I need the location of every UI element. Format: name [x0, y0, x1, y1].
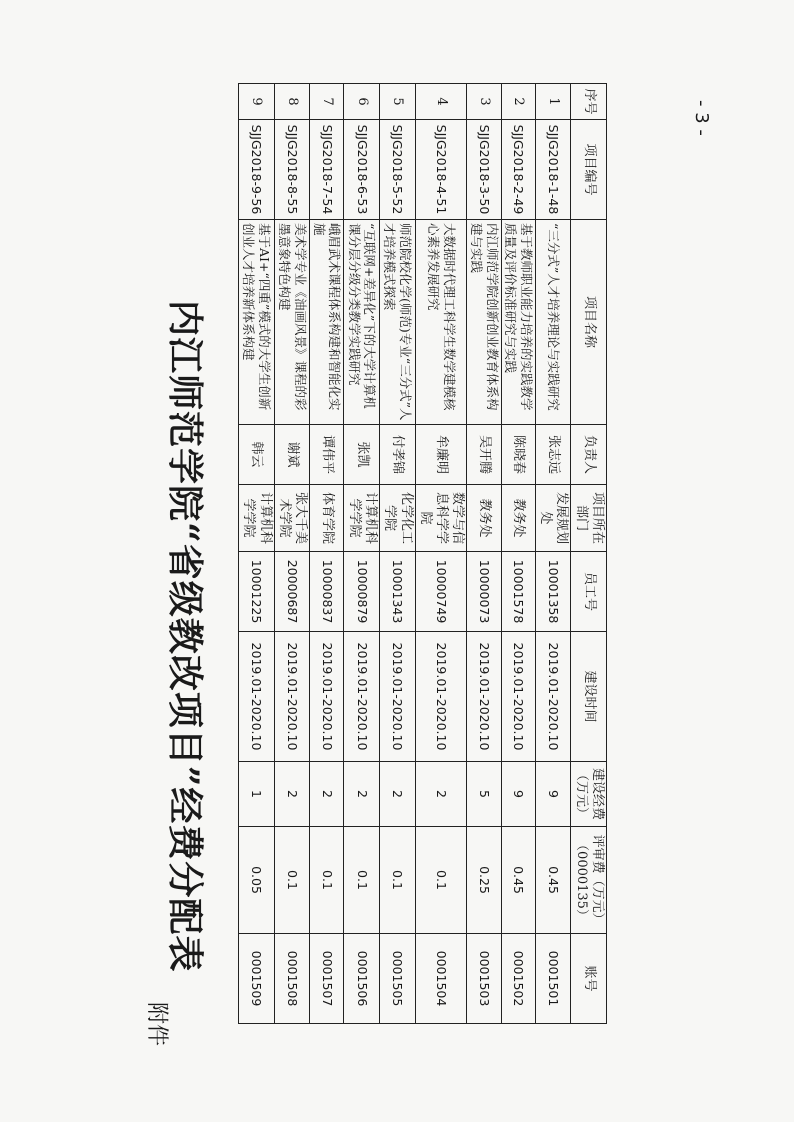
- cell-build-fee: 2: [310, 762, 344, 827]
- table-row: [274, 84, 310, 1024]
- header-row: [571, 84, 607, 1024]
- cell-leader: 谭伟平: [310, 425, 344, 485]
- cell-period: 2019.01-2020.10: [239, 632, 275, 762]
- cell-period: 2019.01-2020.10: [415, 632, 467, 762]
- cell-staff-id: 10000073: [467, 552, 501, 632]
- cell-review-fee: 0.1: [274, 827, 310, 934]
- cell-dept: 张大千美术学院: [274, 485, 310, 552]
- cell-dept: 教务处: [501, 485, 535, 552]
- cell-build-fee: 2: [274, 762, 310, 827]
- cell-name: 美术学专业《油画风景》课程的彩墨意象特色构建: [274, 220, 310, 425]
- cell-review-fee: 0.05: [239, 827, 275, 934]
- cell-build-fee: 2: [415, 762, 467, 827]
- cell-seq: 4: [415, 84, 467, 120]
- table-row: [239, 84, 275, 1024]
- document-title: 内江师范学院“省级教改项目”经费分配表: [164, 300, 206, 973]
- cell-dept: 化学化工学院: [380, 485, 416, 552]
- cell-leader: 付孝锦: [380, 425, 416, 485]
- cell-review-fee: 0.1: [310, 827, 344, 934]
- cell-seq: 9: [239, 84, 275, 120]
- cell-code: SJJG2018-6-53: [344, 120, 380, 220]
- header-seq: 序号: [571, 84, 607, 120]
- cell-code: SJJG2018-9-56: [239, 120, 275, 220]
- cell-name: 内江师范学院创新创业教育体系构建与实践: [467, 220, 501, 425]
- cell-staff-id: 10000749: [415, 552, 467, 632]
- table-row: [380, 84, 416, 1024]
- cell-account: 0001506: [344, 934, 380, 1024]
- cell-account: 0001503: [467, 934, 501, 1024]
- cell-leader: 韩云: [239, 425, 275, 485]
- cell-leader: 吴开腾: [467, 425, 501, 485]
- cell-name: 师范院校化学(师范)专业“三分式”人才培养模式探索: [380, 220, 416, 425]
- cell-dept: 发展规划处: [535, 485, 571, 552]
- cell-code: SJJG2018-1-48: [535, 120, 571, 220]
- cell-staff-id: 10001343: [380, 552, 416, 632]
- table-row: [467, 84, 501, 1024]
- cell-staff-id: 20000687: [274, 552, 310, 632]
- cell-staff-id: 10001225: [239, 552, 275, 632]
- cell-seq: 8: [274, 84, 310, 120]
- cell-account: 0001509: [239, 934, 275, 1024]
- cell-name: 峨眉武术课程体系构建和智能化实施: [310, 220, 344, 425]
- cell-build-fee: 9: [535, 762, 571, 827]
- cell-period: 2019.01-2020.10: [501, 632, 535, 762]
- cell-review-fee: 0.1: [380, 827, 416, 934]
- cell-build-fee: 1: [239, 762, 275, 827]
- header-leader: 负责人: [571, 425, 607, 485]
- table-row: [535, 84, 571, 1024]
- cell-dept: 数学与信息科学学院: [415, 485, 467, 552]
- cell-build-fee: 2: [380, 762, 416, 827]
- header-code: 项目编号: [571, 120, 607, 220]
- cell-dept: 计算机科学学院: [239, 485, 275, 552]
- cell-review-fee: 0.25: [467, 827, 501, 934]
- cell-code: SJJG2018-7-54: [310, 120, 344, 220]
- cell-account: 0001504: [415, 934, 467, 1024]
- cell-review-fee: 0.1: [415, 827, 467, 934]
- table-row: [415, 84, 467, 1024]
- cell-leader: 谢斌: [274, 425, 310, 485]
- cell-seq: 2: [501, 84, 535, 120]
- cell-review-fee: 0.45: [501, 827, 535, 934]
- header-account: 账号: [571, 934, 607, 1024]
- cell-account: 0001502: [501, 934, 535, 1024]
- cell-staff-id: 10001358: [535, 552, 571, 632]
- cell-name: 基于教师职业能力培养的实践教学质量及评价标准研究与实践: [501, 220, 535, 425]
- cell-period: 2019.01-2020.10: [344, 632, 380, 762]
- cell-seq: 5: [380, 84, 416, 120]
- cell-name: 基于AI+“四重”模式的大学生创新创业人才培养新体系构建: [239, 220, 275, 425]
- cell-build-fee: 9: [501, 762, 535, 827]
- cell-staff-id: 10001578: [501, 552, 535, 632]
- cell-leader: 张志远: [535, 425, 571, 485]
- cell-seq: 6: [344, 84, 380, 120]
- cell-name: “互联网+差异化”下的大学计算机课分层分级分类教学实践研究: [344, 220, 380, 425]
- header-period: 建设时间: [571, 632, 607, 762]
- cell-account: 0001501: [535, 934, 571, 1024]
- cell-review-fee: 0.1: [344, 827, 380, 934]
- cell-period: 2019.01-2020.10: [310, 632, 344, 762]
- cell-account: 0001508: [274, 934, 310, 1024]
- cell-code: SJJG2018-3-50: [467, 120, 501, 220]
- cell-account: 0001505: [380, 934, 416, 1024]
- cell-dept: 体育学院: [310, 485, 344, 552]
- cell-name: 大数据时代理工科学生数学建模核心素养发展研究: [415, 220, 467, 425]
- header-build-fee: 建设经费（万元）: [571, 762, 607, 827]
- cell-period: 2019.01-2020.10: [274, 632, 310, 762]
- cell-period: 2019.01-2020.10: [535, 632, 571, 762]
- header-name: 项目名称: [571, 220, 607, 425]
- cell-leader: 牟廉明: [415, 425, 467, 485]
- cell-code: SJJG2018-8-55: [274, 120, 310, 220]
- cell-name: “三分式”人才培养理论与实践研究: [535, 220, 571, 425]
- cell-staff-id: 10000837: [310, 552, 344, 632]
- cell-build-fee: 2: [344, 762, 380, 827]
- cell-code: SJJG2018-5-52: [380, 120, 416, 220]
- page-number: - 3 -: [691, 100, 712, 136]
- cell-code: SJJG2018-2-49: [501, 120, 535, 220]
- cell-build-fee: 5: [467, 762, 501, 827]
- cell-staff-id: 10000879: [344, 552, 380, 632]
- cell-leader: 张凯: [344, 425, 380, 485]
- cell-seq: 3: [467, 84, 501, 120]
- cell-review-fee: 0.45: [535, 827, 571, 934]
- cell-seq: 7: [310, 84, 344, 120]
- attachment-label: 附件: [144, 1002, 169, 1047]
- header-dept: 项目所在部门: [571, 485, 607, 552]
- cell-period: 2019.01-2020.10: [467, 632, 501, 762]
- cell-leader: 陈晓春: [501, 425, 535, 485]
- header-review-fee: 评审费（万元）（0000135）: [571, 827, 607, 934]
- cell-account: 0001507: [310, 934, 344, 1024]
- cell-seq: 1: [535, 84, 571, 120]
- table-row: [310, 84, 344, 1024]
- cell-dept: 教务处: [467, 485, 501, 552]
- cell-code: SJJG2018-4-51: [415, 120, 467, 220]
- table-row: [344, 84, 380, 1024]
- funding-table: [238, 83, 607, 1024]
- table-row: [501, 84, 535, 1024]
- cell-period: 2019.01-2020.10: [380, 632, 416, 762]
- cell-dept: 计算机科学学院: [344, 485, 380, 552]
- header-staff-id: 员工号: [571, 552, 607, 632]
